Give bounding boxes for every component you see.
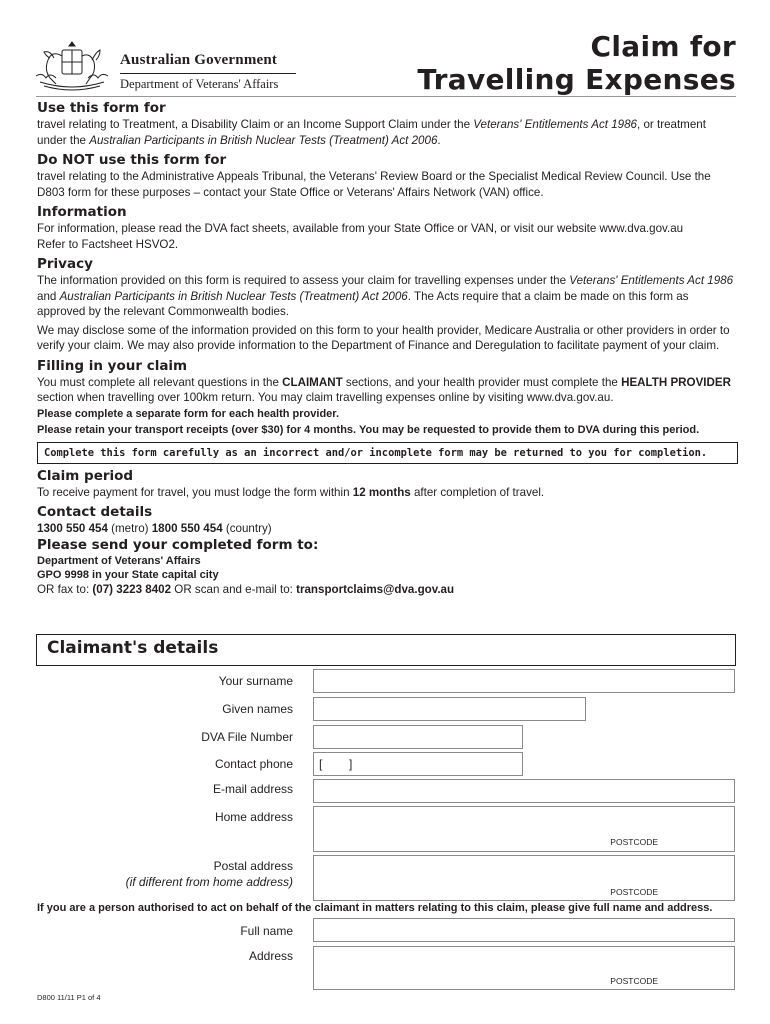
period-text: To receive payment for travel, you must lodge the form within 12 months after completion of travel.: [37, 485, 545, 499]
info-line-1: For information, please read the DVA fact sheets, available from your State Office or VAN, or visit our website www.dva.gov.au: [37, 222, 684, 235]
address-input[interactable]: [313, 946, 735, 990]
donot-text: travel relating to the Administrative Appeals Tribunal, the Veterans' Review Board or the Specialist Medical Review Council. Use the D803 form for these purposes – contact your State Office or Veterans' Affairs Network (VAN) office.: [37, 170, 711, 199]
logo-divider: [120, 73, 296, 74]
home-postcode-label: POSTCODE: [610, 837, 658, 847]
postal-address-label: Postal address: [213, 859, 293, 873]
donot-heading: Do NOT use this form for: [37, 152, 227, 168]
privacy-heading: Privacy: [37, 256, 93, 272]
home-address-label: Home address: [214, 810, 293, 824]
given-names-input[interactable]: [313, 697, 586, 721]
fax-email-line: OR fax to: (07) 3223 8402 OR scan and e-mail to: transportclaims@dva.gov.au: [37, 582, 455, 596]
full-name-label: Full name: [240, 924, 293, 938]
phone-input[interactable]: [313, 752, 523, 776]
coat-of-arms-icon: [34, 38, 110, 96]
government-logo-text: [120, 52, 296, 92]
filling-text: You must complete all relevant questions in the CLAIMANT sections, and your health provider must complete the HEALTH PROVIDER section when travelling over 100km return. You may claim travelling expenses online by visiting www.dva.gov.au.: [37, 375, 732, 404]
email-input[interactable]: [313, 779, 735, 803]
filling-heading: Filling in your claim: [37, 357, 188, 374]
department-name: Department of Veterans' Affairs: [120, 77, 279, 91]
send-address-1: Department of Veterans' Affairs: [37, 554, 201, 567]
claimant-heading: Claimant's details: [47, 638, 219, 658]
info-line-2: Refer to Factsheet HSVO2.: [37, 237, 179, 251]
postal-address-note: (if different from home address): [125, 875, 293, 889]
use-text: travel relating to Treatment, a Disability Claim or an Income Support Claim under the Veterans' Entitlements Act 1986, or treatment under the Australian Participants in British Nuclear Tests (Treatment) Act 2006.: [37, 118, 706, 147]
address-label: Address: [248, 949, 293, 963]
home-address-input[interactable]: [313, 806, 735, 852]
privacy-para-2: We may disclose some of the information provided on this form to your health provider, Medicare Australia or other providers in order to verify your claim. We may also provide information to the Department of Finance and Deregulation to facilitate payment of your claim.: [37, 323, 730, 352]
email-label: E-mail address: [212, 782, 293, 796]
title-line-1: Claim for: [590, 30, 736, 63]
header-divider: [36, 96, 736, 97]
file-number-input[interactable]: [313, 725, 523, 749]
file-number-label: DVA File Number: [201, 730, 293, 744]
address-postcode-label: POSTCODE: [610, 976, 658, 986]
note-separate-form: Please complete a separate form for each health provider.: [37, 407, 340, 420]
send-heading: Please send your completed form to:: [37, 536, 319, 553]
postal-postcode-label: POSTCODE: [610, 887, 658, 897]
use-heading: Use this form for: [37, 100, 166, 116]
phone-area-code: [ ]: [319, 757, 353, 771]
note-retain-receipts: Please retain your transport receipts (over $30) for 4 months. You may be requested to provide them to DVA during this period.: [37, 423, 700, 436]
authorised-person-note: If you are a person authorised to act on behalf of the claimant in matters relating to this claim, please give full name and address.: [37, 902, 713, 914]
claimant-section-header: [36, 634, 736, 666]
full-name-input[interactable]: [313, 918, 735, 942]
instructions: [37, 100, 738, 597]
title-line-2: Travelling Expenses: [417, 63, 736, 96]
contact-numbers: 1300 550 454 (metro) 1800 550 454 (country): [37, 522, 272, 535]
surname-input[interactable]: [313, 669, 735, 693]
warning-box: Complete this form carefully as an incorrect and/or incomplete form may be returned to you for completion.: [37, 442, 738, 464]
period-heading: Claim period: [37, 467, 134, 484]
government-name: Australian Government: [120, 52, 278, 68]
postal-address-input[interactable]: [313, 855, 735, 901]
given-names-label: Given names: [222, 702, 293, 716]
form-title: [417, 30, 736, 96]
send-address-2: GPO 9998 in your State capital city: [37, 568, 219, 581]
form-code: D800 11/11 P1 of 4: [37, 993, 101, 1002]
contact-heading: Contact details: [37, 504, 153, 520]
info-heading: Information: [37, 204, 127, 220]
surname-label: Your surname: [218, 674, 293, 688]
phone-label: Contact phone: [214, 757, 293, 771]
privacy-text: The information provided on this form is required to assess your claim for travelling expenses under the Veterans' Entitlements Act 1986 and Australian Participants in British Nuclear Tests (Treatment) Act 2006. The Acts require that a claim be made on this form as approved by the relevant Commonwealth bodies.: [37, 274, 734, 318]
